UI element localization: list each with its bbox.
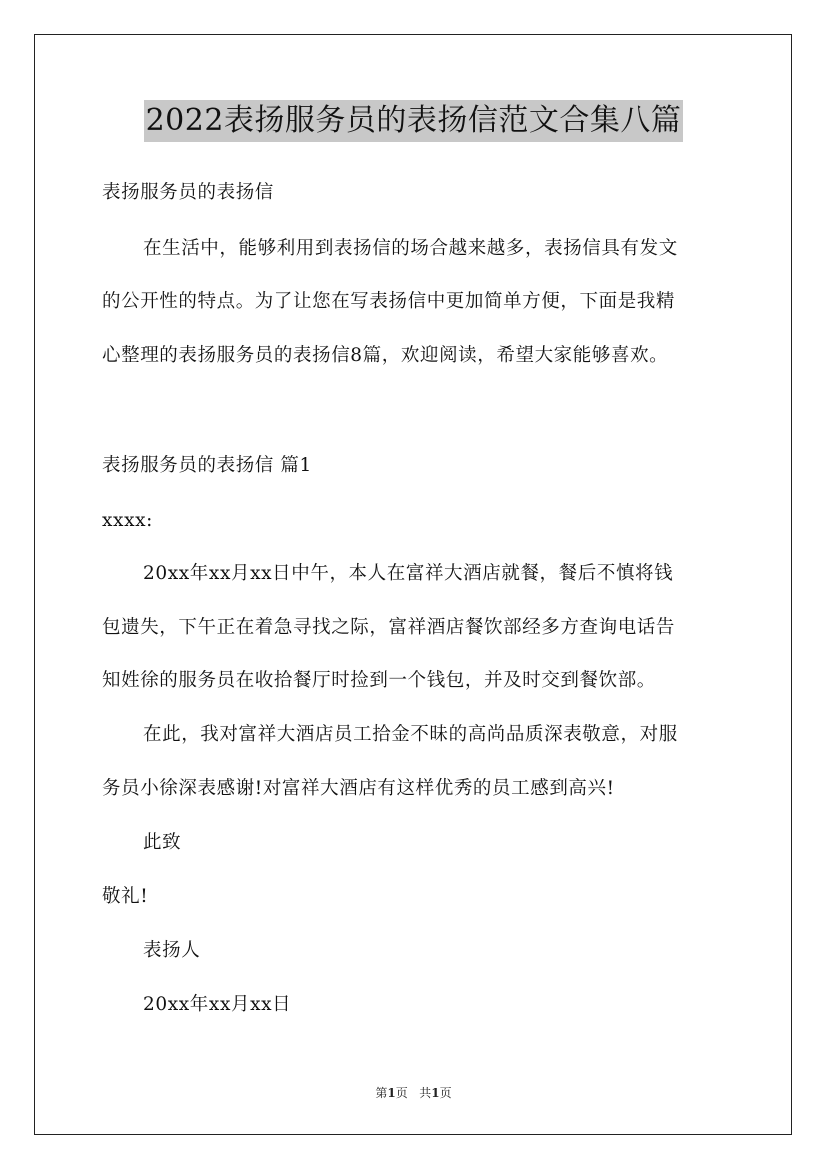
letter-date: 20xx年xx月xx日	[143, 994, 292, 1015]
document-title: 2022表扬服务员的表扬信范文合集八篇	[144, 100, 684, 142]
section-heading: 表扬服务员的表扬信 篇1	[102, 455, 312, 476]
salutation: xxxx:	[102, 510, 153, 531]
para2-line-2: 务员小徐深表感谢!对富祥大酒店有这样优秀的员工感到高兴!	[102, 778, 615, 799]
para1-line-3: 知姓徐的服务员在收拾餐厅时捡到一个钱包，并及时交到餐饮部。	[102, 670, 656, 691]
para1-line-2: 包遗失，下午正在着急寻找之际，富祥酒店餐饮部经多方查询电话告	[102, 617, 676, 638]
intro-line-3: 心整理的表扬服务员的表扬信8篇，欢迎阅读，希望大家能够喜欢。	[102, 345, 669, 366]
intro-heading: 表扬服务员的表扬信	[102, 182, 274, 203]
footer-total-suffix: 页	[439, 1086, 452, 1100]
footer-page-number: 1	[387, 1086, 396, 1100]
para2-line-1: 在此，我对富祥大酒店员工拾金不昧的高尚品质深表敬意，对服	[143, 724, 678, 745]
closing-zhizhi: 此致	[143, 832, 182, 853]
signer: 表扬人	[143, 940, 201, 961]
footer-page-mid: 页	[395, 1086, 408, 1100]
footer-page-prefix: 第	[375, 1086, 388, 1100]
footer-total-prefix: 共	[419, 1086, 432, 1100]
para1-line-1: 20xx年xx月xx日中午，本人在富祥大酒店就餐，餐后不慎将钱	[143, 563, 674, 584]
closing-jingli: 敬礼!	[102, 886, 149, 907]
title-container	[0, 100, 827, 142]
intro-line-1: 在生活中，能够利用到表扬信的场合越来越多，表扬信具有发文	[143, 238, 678, 259]
intro-line-2: 的公开性的特点。为了让您在写表扬信中更加简单方便，下面是我精	[102, 291, 676, 312]
page-footer	[0, 1085, 827, 1101]
footer-total-pages: 1	[431, 1086, 440, 1100]
